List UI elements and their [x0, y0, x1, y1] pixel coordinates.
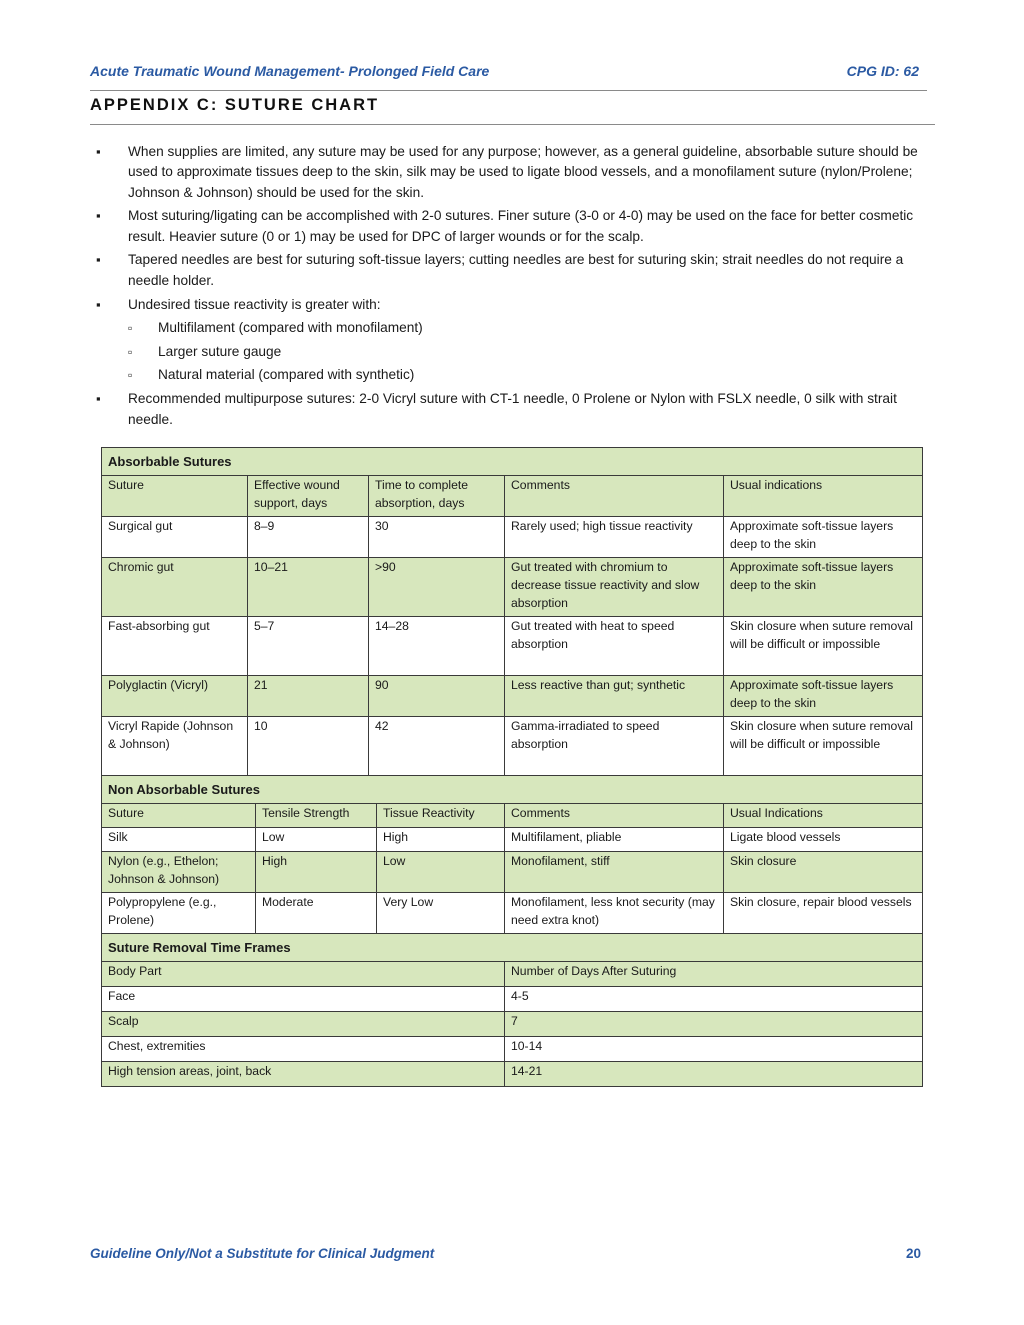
table-cell: Approximate soft-tissue layers deep to the skin — [724, 676, 923, 717]
table-cell: >90 — [369, 558, 505, 617]
sub-bullet-item: ▫ Larger suture gauge — [128, 342, 924, 362]
table-cell: Nylon (e.g., Ethelon; Johnson & Johnson) — [102, 852, 256, 893]
section-title: Absorbable Sutures — [102, 448, 923, 476]
table-cell: Very Low — [377, 893, 505, 934]
table-cell: Chromic gut — [102, 558, 248, 617]
appendix-heading — [90, 96, 935, 125]
table-cell: 8–9 — [248, 517, 369, 558]
table-cell: Gut treated with heat to speed absorption — [505, 617, 724, 676]
table-cell: Multifilament, pliable — [505, 828, 724, 852]
table-cell: Face — [102, 987, 505, 1012]
page-header — [90, 60, 927, 91]
table-cell: Chest, extremities — [102, 1037, 505, 1062]
table-cell: Silk — [102, 828, 256, 852]
table-cell: 4-5 — [505, 987, 923, 1012]
table-cell: 7 — [505, 1012, 923, 1037]
table-row — [102, 1012, 923, 1037]
table-cell: High tension areas, joint, back — [102, 1062, 505, 1087]
table-row — [102, 1062, 923, 1087]
table-cell: Surgical gut — [102, 517, 248, 558]
table-row — [102, 617, 923, 676]
bullet-item: ▪ Tapered needles are best for suturing soft-tissue layers; cutting needles are best for suturing skin; strait needles do not require a needle holder. — [95, 250, 924, 291]
table-cell: Low — [377, 852, 505, 893]
table-cell: 10-14 — [505, 1037, 923, 1062]
table-cell: Moderate — [256, 893, 377, 934]
bullet-item: ▪ When supplies are limited, any suture may be used for any purpose; however, as a general guideline, absorbable suture should be used to approximate tissues deep to the skin, silk may be used to ligate blood vessels, and a monofilament suture (nylon/Prolene; Johnson & Johnson) should be used for the skin. — [95, 142, 924, 203]
table-cell: Monofilament, less knot security (may need extra knot) — [505, 893, 724, 934]
section-header-nonabsorbable — [102, 776, 923, 804]
table-header-row — [102, 962, 923, 987]
column-header: Time to complete absorption, days — [369, 476, 505, 517]
table-cell: High — [256, 852, 377, 893]
table-cell: Skin closure — [724, 852, 923, 893]
column-header: Suture — [102, 476, 248, 517]
table-row — [102, 517, 923, 558]
table-cell: 14-21 — [505, 1062, 923, 1087]
section-title: Non Absorbable Sutures — [102, 776, 923, 804]
bullet-item: ▪ Most suturing/ligating can be accomplished with 2-0 sutures. Finer suture (3-0 or 4-0) may be used on the face for better cosmetic result. Heavier suture (0 or 1) may be used for DPC of larger wounds or for the scalp. — [95, 206, 924, 247]
sub-bullet-item: ▫ Multifilament (compared with monofilament) — [128, 318, 924, 338]
column-header: Suture — [102, 804, 256, 828]
table-cell: Gut treated with chromium to decrease tissue reactivity and slow absorption — [505, 558, 724, 617]
table-cell: Scalp — [102, 1012, 505, 1037]
table-cell: 5–7 — [248, 617, 369, 676]
table-cell: 90 — [369, 676, 505, 717]
suture-chart-table — [101, 447, 923, 1087]
table-row — [102, 987, 923, 1012]
bullet-item: ▪ Recommended multipurpose sutures: 2-0 Vicryl suture with CT-1 needle, 0 Prolene or Nylon with FSLX needle, 0 silk with strait needle. — [95, 389, 924, 430]
bullet-text: Undesired tissue reactivity is greater with: — [128, 296, 381, 312]
table-cell: High — [377, 828, 505, 852]
table-cell: Vicryl Rapide (Johnson & Johnson) — [102, 717, 248, 776]
table-cell: Polyglactin (Vicryl) — [102, 676, 248, 717]
column-header: Usual Indications — [724, 804, 923, 828]
table-cell: Skin closure when suture removal will be difficult or impossible — [724, 617, 923, 676]
table-row — [102, 1037, 923, 1062]
table-cell: Approximate soft-tissue layers deep to the skin — [724, 558, 923, 617]
guideline-bullets — [95, 142, 924, 433]
section-title: Suture Removal Time Frames — [102, 934, 923, 962]
table-cell: 10 — [248, 717, 369, 776]
column-header: Tissue Reactivity — [377, 804, 505, 828]
table-cell: Rarely used; high tissue reactivity — [505, 517, 724, 558]
table-row — [102, 717, 923, 776]
sub-bullets — [128, 318, 924, 386]
sub-bullet-item: ▫ Natural material (compared with synthetic) — [128, 365, 924, 385]
column-header: Number of Days After Suturing — [505, 962, 923, 987]
cpg-id: CPG ID: 62 — [846, 63, 919, 79]
table-cell: Polypropylene (e.g., Prolene) — [102, 893, 256, 934]
table-header-row — [102, 476, 923, 517]
bullet-item-reactivity — [95, 295, 924, 386]
table-cell: Gamma-irradiated to speed absorption — [505, 717, 724, 776]
table-cell: 21 — [248, 676, 369, 717]
table-cell: 30 — [369, 517, 505, 558]
table-row — [102, 828, 923, 852]
column-header: Body Part — [102, 962, 505, 987]
table-row — [102, 893, 923, 934]
table-row — [102, 558, 923, 617]
section-header-absorbable — [102, 448, 923, 476]
column-header: Comments — [505, 476, 724, 517]
table-cell: 14–28 — [369, 617, 505, 676]
table-row — [102, 852, 923, 893]
table-cell: Ligate blood vessels — [724, 828, 923, 852]
table-cell: Skin closure when suture removal will be difficult or impossible — [724, 717, 923, 776]
table-cell: Monofilament, stiff — [505, 852, 724, 893]
document-title: Acute Traumatic Wound Management- Prolonged Field Care — [90, 63, 490, 79]
table-header-row — [102, 804, 923, 828]
table-cell: Low — [256, 828, 377, 852]
column-header: Tensile Strength — [256, 804, 377, 828]
column-header: Usual indications — [724, 476, 923, 517]
table-cell: Approximate soft-tissue layers deep to the skin — [724, 517, 923, 558]
footer-disclaimer: Guideline Only/Not a Substitute for Clinical Judgment — [90, 1246, 435, 1261]
appendix-title: APPENDIX C: SUTURE CHART — [90, 96, 380, 114]
section-header-removal — [102, 934, 923, 962]
table-cell: 42 — [369, 717, 505, 776]
column-header: Effective wound support, days — [248, 476, 369, 517]
table-cell: Fast-absorbing gut — [102, 617, 248, 676]
column-header: Comments — [505, 804, 724, 828]
table-cell: Less reactive than gut; synthetic — [505, 676, 724, 717]
table-cell: 10–21 — [248, 558, 369, 617]
table-row — [102, 676, 923, 717]
page-number: 20 — [905, 1246, 921, 1261]
table-cell: Skin closure, repair blood vessels — [724, 893, 923, 934]
